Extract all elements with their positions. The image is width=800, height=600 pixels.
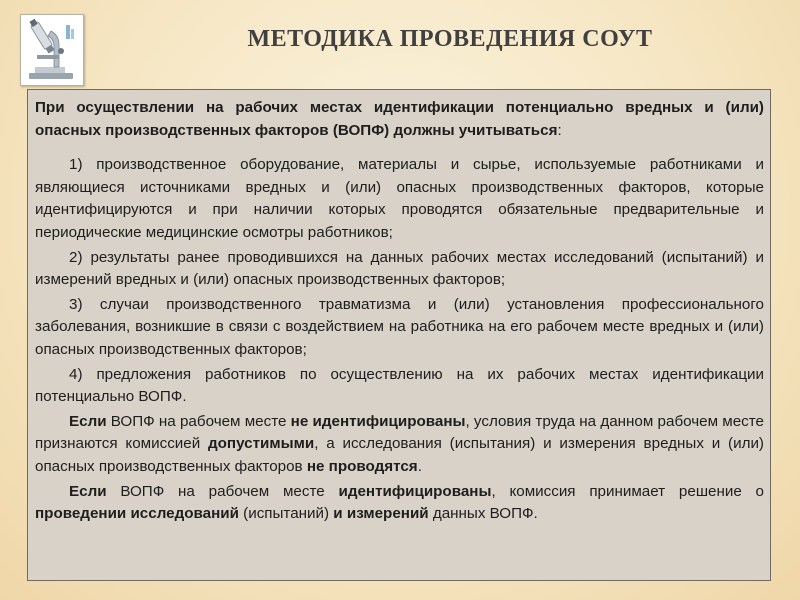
content-panel [27, 89, 771, 581]
list-item-2: 2) результаты ранее проводившихся на данных рабочих местах исследований (испытаний) и измерений вредных и (или) опасных производственных факторов; [35, 248, 764, 289]
note-not-identified: Если ВОПФ на рабочем месте не идентифицированы, условия труда на данном рабочем месте признаются комиссией допустимыми, а исследования (испытания) и измерения вредных и (или) опасных производственных факторов не проводятся. [35, 412, 765, 475]
list-item-3: 3) случаи производственного травматизма и (или) установления профессионального заболевания, возникшие в связи с воздействием на работника на его рабочем месте вредных и (или) опасных производственных факторов; [35, 295, 764, 358]
list-item-4: 4) предложения работников по осуществлению на их рабочих местах идентификации потенциально ВОПФ. [35, 365, 764, 406]
microscope-icon [20, 14, 84, 86]
intro-paragraph: При осуществлении на рабочих местах идентификации потенциально вредных и (или) опасных производственных факторов (ВОПФ) должны учитываться: [35, 99, 764, 139]
note-identified: Если ВОПФ на рабочем месте идентифицированы, комиссия принимает решение о проведении исследований (испытаний) и измерений данных ВОПФ. [35, 482, 765, 523]
page-title: МЕТОДИКА ПРОВЕДЕНИЯ СОУТ [247, 26, 653, 52]
list-item-1: 1) производственное оборудование, материалы и сырье, используемые работниками и являющиеся источниками вредных и (или) опасных производственных факторов, которые идентифицируются и при наличии которых проводятся обязательные предварительные и периодические медицинские осмотры работников; [35, 156, 764, 241]
